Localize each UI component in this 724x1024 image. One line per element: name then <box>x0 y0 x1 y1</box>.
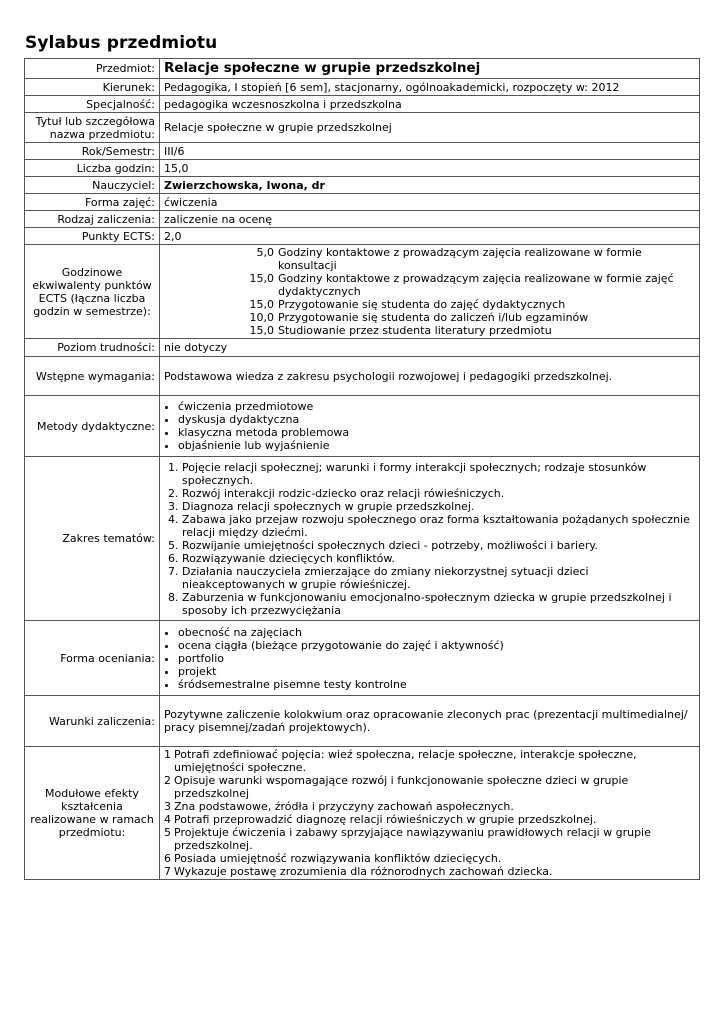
effect-text: Potrafi przeprowadzić diagnozę relacji rówieśniczych w grupie przedszkolnej. <box>174 813 597 826</box>
value-rok: III/6 <box>160 143 700 160</box>
row-godziny <box>25 160 700 177</box>
label-godziny: Liczba godzin: <box>25 160 160 177</box>
effect-number: 2 <box>164 774 171 787</box>
effect-number: 6 <box>164 852 171 865</box>
label-tytul: Tytuł lub szczegółowa nazwa przedmiotu: <box>25 113 160 143</box>
label-specjalnosc: Specjalność: <box>25 96 160 113</box>
hours-text: Przygotowanie się studenta do zaliczeń i/lub egzaminów <box>278 311 589 324</box>
value-forma: ćwiczenia <box>160 194 700 211</box>
effect-text: Zna podstawowe, źródła i przyczyny zachowań aspołecznych. <box>174 800 514 813</box>
hours-item <box>241 246 695 272</box>
effect-text: Projektuje ćwiczenia i zabawy sprzyjające nawiązywaniu prawidłowych relacji w grupie przedszkolnej. <box>174 826 651 852</box>
value-ects: 2,0 <box>160 228 700 245</box>
hours-item <box>241 311 695 324</box>
effect-text: Opisuje warunki wspomagające rozwój i funkcjonowanie społeczne dzieci w grupie przedszkolnej <box>174 774 629 800</box>
value-warunki: Pozytywne zaliczenie kolokwium oraz opracowanie zleconych prac (prezentacji multimedialnej/ pracy pisemnej/zadań projektowych). <box>160 696 700 747</box>
effects-list <box>164 748 695 878</box>
hours-text: Studiowanie przez studenta literatury przedmiotu <box>278 324 552 337</box>
effect-number: 4 <box>164 813 171 826</box>
topics-list <box>164 461 695 617</box>
label-forma: Forma zajęć: <box>25 194 160 211</box>
hours-item <box>241 324 695 337</box>
hours-list <box>164 246 695 337</box>
syllabus-table <box>24 58 700 880</box>
list-item: • klasyczna metoda problemowa <box>178 426 695 439</box>
row-ocenianie <box>25 621 700 696</box>
list-item: • objaśnienie lub wyjaśnienie <box>178 439 695 452</box>
list-item <box>164 748 695 774</box>
list-item <box>164 813 695 826</box>
page-title: Sylabus przedmiotu <box>25 33 218 53</box>
list-item <box>164 774 695 800</box>
list-item <box>164 852 695 865</box>
list-item: 6. Rozwiązywanie dziecięcych konfliktów. <box>182 552 695 565</box>
effect-number: 5 <box>164 826 171 839</box>
value-nauczyciel: Zwierzchowska, Iwona, dr <box>160 177 700 194</box>
value-rodzaj: zaliczenie na ocenę <box>160 211 700 228</box>
effect-number: 1 <box>164 748 171 761</box>
hours-text: Przygotowanie się studenta do zajęć dydaktycznych <box>278 298 566 311</box>
hours-value: 15,0 <box>249 272 274 285</box>
list-item: 3. Diagnoza relacji społecznych w grupie przedszkolnej. <box>182 500 695 513</box>
value-tytul: Relacje społeczne w grupie przedszkolnej <box>160 113 700 143</box>
label-kierunek: Kierunek: <box>25 79 160 96</box>
methods-list <box>164 400 695 452</box>
row-forma <box>25 194 700 211</box>
label-ects: Punkty ECTS: <box>25 228 160 245</box>
row-rodzaj <box>25 211 700 228</box>
grading-list <box>164 626 695 691</box>
list-item: • dyskusja dydaktyczna <box>178 413 695 426</box>
value-godziny: 15,0 <box>160 160 700 177</box>
list-item: • portfolio <box>178 652 695 665</box>
row-rok <box>25 143 700 160</box>
row-przedmiot <box>25 59 700 79</box>
row-nauczyciel <box>25 177 700 194</box>
list-item: 8. Zaburzenia w funkcjonowaniu emocjonalno-społecznym dziecka w grupie przedszkolnej i sposoby ich przezwyciężania <box>182 591 695 617</box>
list-item <box>164 826 695 852</box>
list-item: 2. Rozwój interakcji rodzic-dziecko oraz relacji rówieśniczych. <box>182 487 695 500</box>
hours-item <box>241 272 695 298</box>
label-zakres: Zakres tematów: <box>25 457 160 621</box>
value-zakres <box>160 457 700 621</box>
value-poziom: nie dotyczy <box>160 339 700 357</box>
value-efekty <box>160 747 700 880</box>
hours-text: Godziny kontaktowe z prowadzącym zajęcia realizowane w formie konsultacji <box>278 246 642 272</box>
hours-value: 5,0 <box>256 246 274 259</box>
row-poziom <box>25 339 700 357</box>
hours-value: 15,0 <box>249 298 274 311</box>
list-item <box>164 800 695 813</box>
list-item <box>164 865 695 878</box>
row-kierunek <box>25 79 700 96</box>
list-item: • projekt <box>178 665 695 678</box>
row-zakres <box>25 457 700 621</box>
value-specjalnosc: pedagogika wczesnoszkolna i przedszkolna <box>160 96 700 113</box>
label-rok: Rok/Semestr: <box>25 143 160 160</box>
row-metody <box>25 396 700 457</box>
list-item: 5. Rozwijanie umiejętności społecznych dzieci - potrzeby, możliwości i bariery. <box>182 539 695 552</box>
row-tytul <box>25 113 700 143</box>
effect-number: 7 <box>164 865 171 878</box>
value-kierunek: Pedagogika, I stopień [6 sem], stacjonarny, ogólnoakademicki, rozpoczęty w: 2012 <box>160 79 700 96</box>
list-item: 4. Zabawa jako przejaw rozwoju społecznego oraz forma kształtowania pożądanych społecznie relacji między dziećmi. <box>182 513 695 539</box>
row-ekwiwalenty <box>25 245 700 339</box>
list-item: 7. Działania nauczyciela zmierzające do zmiany niekorzystnej sytuacji dzieci nieakceptowanych w grupie rówieśniczej. <box>182 565 695 591</box>
list-item: • śródsemestralne pisemne testy kontrolne <box>178 678 695 691</box>
row-wymagania <box>25 357 700 396</box>
effect-number: 3 <box>164 800 171 813</box>
value-ekwiwalenty <box>160 245 700 339</box>
hours-value: 15,0 <box>249 324 274 337</box>
value-wymagania: Podstawowa wiedza z zakresu psychologii rozwojowej i pedagogiki przedszkolnej. <box>160 357 700 396</box>
row-efekty <box>25 747 700 880</box>
label-nauczyciel: Nauczyciel: <box>25 177 160 194</box>
effect-text: Posiada umiejętność rozwiązywania konfliktów dziecięcych. <box>174 852 502 865</box>
row-warunki <box>25 696 700 747</box>
label-ocenianie: Forma oceniania: <box>25 621 160 696</box>
effect-text: Potrafi zdefiniować pojęcia: wieź społeczna, relacje społeczne, interakcje społeczne, umiejętności społeczne. <box>174 748 637 774</box>
label-ekwiwalenty: Godzinowe ekwiwalenty punktów ECTS (łączna liczba godzin w semestrze): <box>25 245 160 339</box>
row-specjalnosc <box>25 96 700 113</box>
label-rodzaj: Rodzaj zaliczenia: <box>25 211 160 228</box>
label-poziom: Poziom trudności: <box>25 339 160 357</box>
value-metody <box>160 396 700 457</box>
value-przedmiot: Relacje społeczne w grupie przedszkolnej <box>160 59 700 79</box>
label-warunki: Warunki zaliczenia: <box>25 696 160 747</box>
list-item: • ocena ciągła (bieżące przygotowanie do zajęć i aktywność) <box>178 639 695 652</box>
hours-item <box>241 298 695 311</box>
list-item: • ćwiczenia przedmiotowe <box>178 400 695 413</box>
hours-value: 10,0 <box>249 311 274 324</box>
effect-text: Wykazuje postawę zrozumienia dla różnorodnych zachowań dziecka. <box>174 865 553 878</box>
label-metody: Metody dydaktyczne: <box>25 396 160 457</box>
list-item: 1. Pojęcie relacji społecznej; warunki i formy interakcji społecznych; rodzaje stosunków społecznych. <box>182 461 695 487</box>
label-efekty: Modułowe efekty kształcenia realizowane w ramach przedmiotu: <box>25 747 160 880</box>
list-item: • obecność na zajęciach <box>178 626 695 639</box>
hours-text: Godziny kontaktowe z prowadzącym zajęcia realizowane w formie zajęć dydaktycznych <box>278 272 674 298</box>
label-przedmiot: Przedmiot: <box>25 59 160 79</box>
value-ocenianie <box>160 621 700 696</box>
label-wymagania: Wstępne wymagania: <box>25 357 160 396</box>
row-ects <box>25 228 700 245</box>
